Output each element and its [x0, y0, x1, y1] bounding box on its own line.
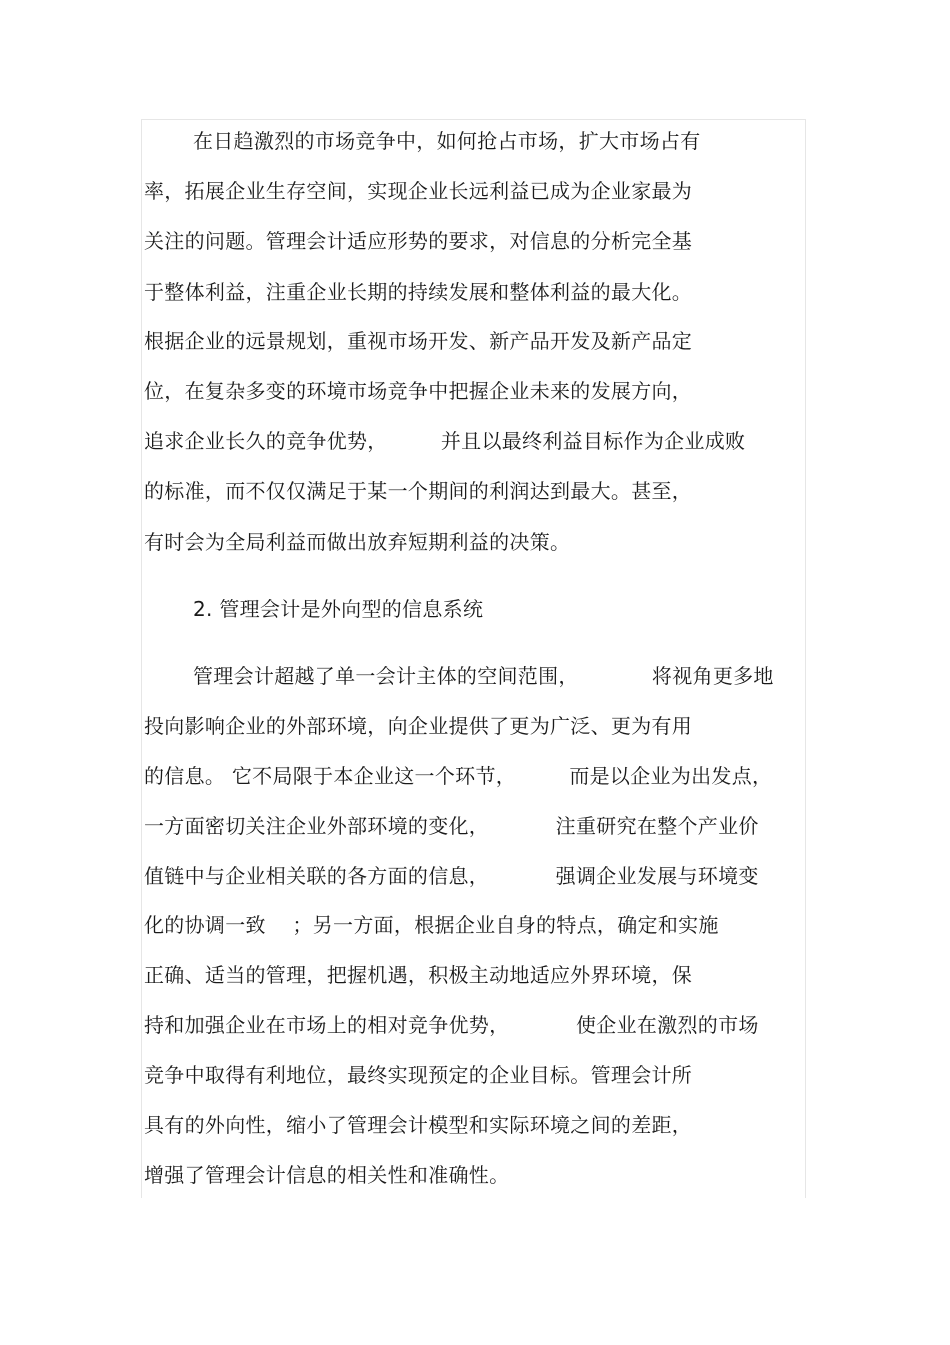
- paragraph-line: 一方面密切关注企业外部环境的变化， 注重研究在整个产业价: [144, 814, 759, 838]
- paragraph-line: 化的协调一致 ；另一方面，根据企业自身的特点，确定和实施: [144, 913, 719, 937]
- paragraph-line: 管理会计超越了单一会计主体的空间范围， 将视角更多地: [193, 664, 774, 688]
- paragraph-line: 增强了管理会计信息的相关性和准确性。: [144, 1163, 510, 1187]
- paragraph-line: 具有的外向性，缩小了管理会计模型和实际环境之间的差距，: [144, 1113, 693, 1137]
- paragraph-line: 位，在复杂多变的环境市场竞争中把握企业未来的发展方向，: [144, 379, 693, 403]
- paragraph-line: 在日趋激烈的市场竞争中，如何抢占市场，扩大市场占有: [193, 129, 701, 153]
- section-heading: 2. 管理会计是外向型的信息系统: [193, 597, 484, 621]
- paragraph-line: 于整体利益，注重企业长期的持续发展和整体利益的最大化。: [144, 280, 693, 304]
- paragraph-line: 率，拓展企业生存空间，实现企业长远利益已成为企业家最为: [144, 179, 693, 203]
- paragraph-line: 的标准，而不仅仅满足于某一个期间的利润达到最大。甚至，: [144, 479, 693, 503]
- paragraph-line: 持和加强企业在市场上的相对竞争优势， 使企业在激烈的市场: [144, 1013, 759, 1037]
- paragraph-line: 根据企业的远景规划，重视市场开发、新产品开发及新产品定: [144, 329, 693, 353]
- paragraph-line: 竞争中取得有利地位，最终实现预定的企业目标。管理会计所: [144, 1063, 693, 1087]
- paragraph-line: 的信息。 它不局限于本企业这一个环节， 而是以企业为出发点，: [144, 764, 773, 788]
- paragraph-line: 有时会为全局利益而做出放弃短期利益的决策。: [144, 530, 571, 554]
- paragraph-line: 值链中与企业相关联的各方面的信息， 强调企业发展与环境变: [144, 864, 759, 888]
- paragraph-line: 正确、适当的管理，把握机遇，积极主动地适应外界环境，保: [144, 963, 693, 987]
- paragraph-line: 关注的问题。管理会计适应形势的要求，对信息的分析完全基: [144, 229, 693, 253]
- paragraph-line: 投向影响企业的外部环境，向企业提供了更为广泛、更为有用: [144, 714, 693, 738]
- paragraph-line: 追求企业长久的竞争优势， 并且以最终利益目标作为企业成败: [144, 429, 746, 453]
